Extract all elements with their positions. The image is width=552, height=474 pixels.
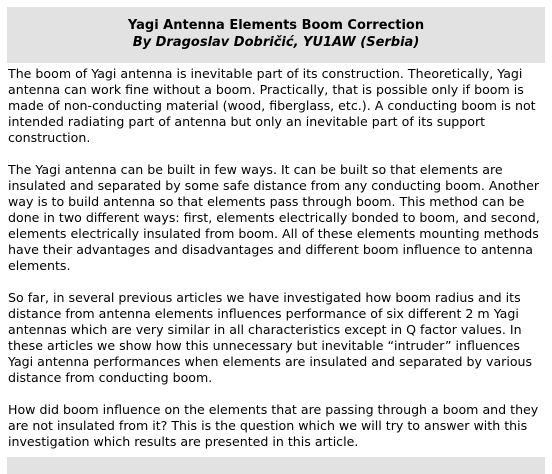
- paragraph-2: The Yagi antenna can be built in few ways. It can be built so that elements are insulated and separated by some safe distance from any conducting boom. Another way is to build antenna so that elements pass through boom. This method can be done in two different ways: first, elements electrically bonded to boom, and second, elements electrically insulated from boom. All of these elements mounting methods have their advantages and disadvantages and different boom influence to antenna elements.: [8, 162, 540, 273]
- paragraph-1: The boom of Yagi antenna is inevitable part of its construction. Theoretically, Yagi antenna can work fine without a boom. Practically, that is possible only if boom is made of non-conducting material (wood, fiberglass, etc.). A conducting boom is not intended radiating part of antenna but only an inevitable part of its support construction.: [8, 66, 536, 145]
- footer-bar: [7, 457, 545, 474]
- article-header: [7, 7, 545, 63]
- article-body: [8, 66, 544, 466]
- paragraph-4: How did boom influence on the elements that are passing through a boom and they are not insulated from it? This is the question which we will try to answer with this investigation which results are presented in this article.: [8, 402, 539, 449]
- article-byline: By Dragoslav Dobričić, YU1AW (Serbia): [132, 35, 420, 50]
- article-title: Yagi Antenna Elements Boom Correction: [127, 18, 425, 33]
- paragraph-3: So far, in several previous articles we have investigated how boom radius and its distance from antenna elements influences performance of six different 2 m Yagi antennas which are very similar in all characteristics except in Q factor values. In these articles we show how this unnecessary but inevitable “intruder” influences Yagi antenna performances when elements are insulated and separated by various distance from conducting boom.: [8, 290, 533, 385]
